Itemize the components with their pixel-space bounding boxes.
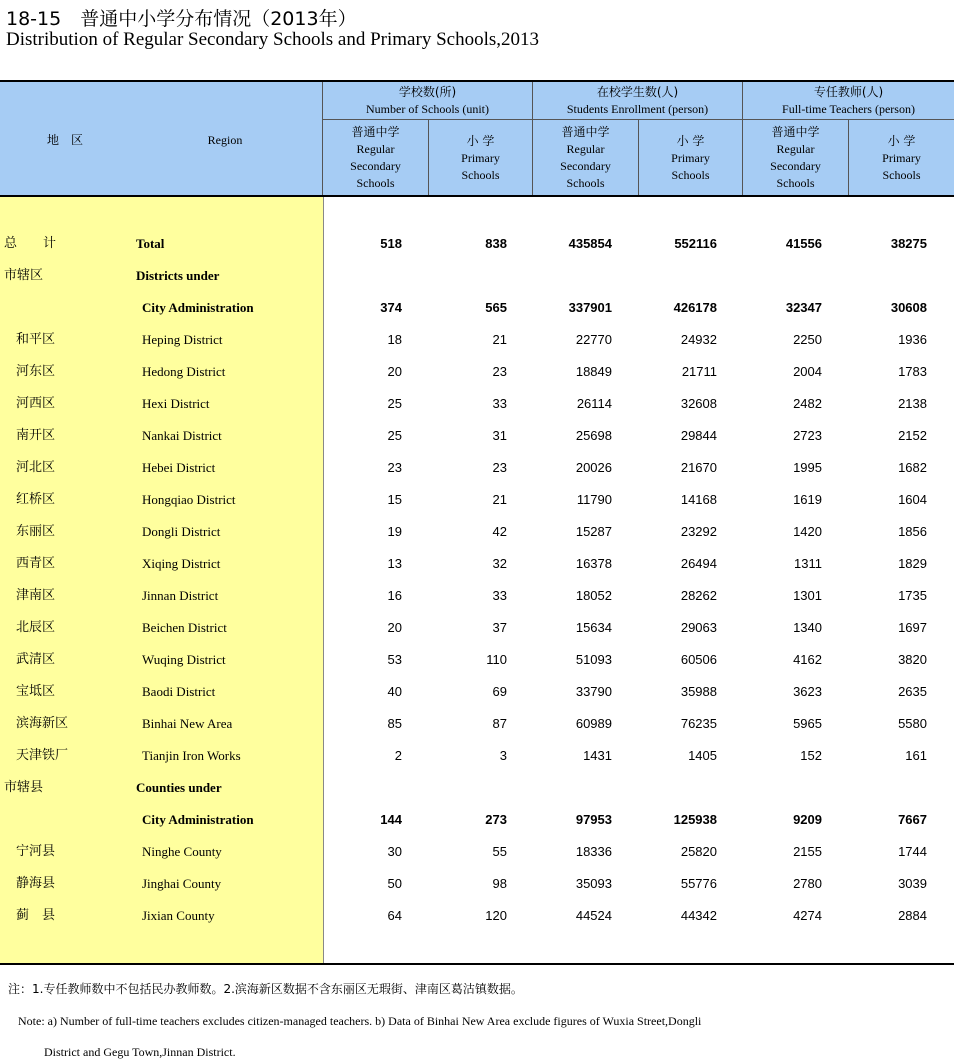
- region-name-cn: 武清区: [16, 652, 56, 667]
- table-cell-value: 120: [485, 908, 507, 923]
- table-cell-value: 2884: [898, 908, 927, 923]
- table-cell-value: 15287: [575, 524, 612, 539]
- table-cell-value: 1829: [898, 556, 927, 571]
- table-cell-value: 435854: [568, 236, 612, 251]
- table-cell-value: 1604: [898, 492, 927, 507]
- region-name-cn: 滨海新区: [16, 716, 69, 731]
- table-cell-value: 1995: [793, 460, 822, 475]
- table-cell-value: 23: [492, 364, 507, 379]
- subheader-primary-en: Primary: [461, 150, 500, 165]
- table-cell-value: 3: [499, 748, 507, 763]
- table-cell-value: 1405: [688, 748, 717, 763]
- region-name-en: Jixian County: [142, 908, 215, 923]
- table-cell-value: 50: [387, 876, 402, 891]
- table-cell-value: 161: [905, 748, 927, 763]
- subheader-primary-en: Schools: [882, 167, 921, 182]
- table-cell-value: 5965: [793, 716, 822, 731]
- table-cell-value: 15634: [575, 620, 612, 635]
- table-cell-value: 60989: [575, 716, 612, 731]
- table-cell-value: 337901: [568, 300, 612, 315]
- region-name-en: Wuqing District: [142, 652, 226, 667]
- table-cell-value: 14168: [680, 492, 717, 507]
- region-name-cn: 东丽区: [16, 524, 56, 539]
- region-name-en: Jinnan District: [142, 588, 219, 603]
- subheader-secondary-en: Schools: [356, 176, 395, 190]
- table-cell-value: 1856: [898, 524, 927, 539]
- table-cell-value: 2155: [793, 844, 822, 859]
- region-name-en: Total: [136, 236, 165, 251]
- table-cell-value: 5580: [898, 716, 927, 731]
- table-cell-value: 16378: [575, 556, 612, 571]
- table-cell-value: 1744: [898, 844, 927, 859]
- region-name-cn: 总 计: [4, 236, 57, 251]
- table-cell-value: 374: [380, 300, 402, 315]
- table-cell-value: 565: [485, 300, 507, 315]
- table-cell-value: 21711: [681, 364, 717, 379]
- table-row: [0, 234, 954, 254]
- table-cell-value: 51093: [575, 652, 612, 667]
- table-cell-value: 21670: [680, 460, 717, 475]
- table-cell-value: 24932: [680, 332, 717, 347]
- region-name-en: Districts under: [136, 268, 220, 283]
- table-cell-value: 32608: [680, 396, 717, 411]
- subheader-secondary-en: Schools: [566, 176, 605, 190]
- note-english-line1: Note: a) Number of full-time teachers excludes citizen-managed teachers. b) Data of Binhai New Area exclude figures of Wuxia Street,Dongli: [18, 1014, 702, 1028]
- table-cell-value: 1340: [793, 620, 822, 635]
- region-name-en: Jinghai County: [142, 876, 222, 891]
- subheader-secondary-en: Secondary: [560, 159, 611, 173]
- table-cell-value: 1735: [898, 588, 927, 603]
- table-cell-value: 23: [387, 460, 402, 475]
- table-cell-value: 13: [387, 556, 402, 571]
- table-row: [0, 618, 954, 638]
- table-cell-value: 2635: [898, 684, 927, 699]
- table-row: [0, 426, 954, 446]
- table-cell-value: 1936: [898, 332, 927, 347]
- table-row: [0, 810, 954, 830]
- region-name-en: Hexi District: [142, 396, 210, 411]
- table-cell-value: 55: [492, 844, 507, 859]
- table-cell-value: 30: [387, 844, 402, 859]
- header-bottom-rule: [0, 195, 954, 197]
- table-cell-value: 85: [387, 716, 402, 731]
- table-bottom-rule: [0, 963, 954, 965]
- table-cell-value: 76235: [680, 716, 717, 731]
- table-cell-value: 44524: [575, 908, 612, 923]
- subheader-secondary-en: Regular: [356, 142, 395, 156]
- table-row: [0, 394, 954, 414]
- table-cell-value: 2723: [793, 428, 822, 443]
- table-cell-value: 518: [380, 236, 402, 251]
- region-name-cn: 西青区: [16, 556, 56, 571]
- table-cell-value: 20: [387, 620, 402, 635]
- note-chinese: 注：1.专任教师数中不包括民办教师数。2.滨海新区数据不含东丽区无瑕街、津南区葛沽镇数据。: [8, 982, 523, 996]
- header-group-schools-en: Number of Schools (unit): [366, 102, 489, 116]
- table-cell-value: 30608: [890, 300, 927, 315]
- table-cell-value: 25698: [575, 428, 612, 443]
- table-cell-value: 2250: [793, 332, 822, 347]
- table-cell-value: 1619: [793, 492, 822, 507]
- region-name-cn: 北辰区: [16, 620, 56, 635]
- table-row: [0, 906, 954, 926]
- table-cell-value: 28262: [680, 588, 717, 603]
- table-cell-value: 20: [387, 364, 402, 379]
- table-cell-value: 23292: [680, 524, 717, 539]
- header-group-teachers-cn: 专任教师(人): [813, 85, 884, 99]
- region-name-en: City Administration: [142, 300, 254, 315]
- region-name-en: Tianjin Iron Works: [142, 748, 241, 763]
- table-cell-value: 25820: [680, 844, 717, 859]
- note-english-line2: District and Gegu Town,Jinnan District.: [44, 1045, 236, 1059]
- table-cell-value: 552116: [674, 236, 717, 251]
- table-cell-value: 1682: [898, 460, 927, 475]
- table-row: [0, 650, 954, 670]
- table-cell-value: 25: [387, 396, 402, 411]
- table-cell-value: 1301: [793, 588, 822, 603]
- table-cell-value: 32347: [785, 300, 822, 315]
- region-name-cn: 蓟 县: [16, 908, 56, 923]
- region-name-en: Dongli District: [142, 524, 221, 539]
- table-cell-value: 2138: [898, 396, 927, 411]
- table-cell-value: 29844: [680, 428, 717, 443]
- region-name-cn: 宁河县: [16, 844, 56, 859]
- table-cell-value: 838: [485, 236, 507, 251]
- table-cell-value: 21: [492, 332, 507, 347]
- region-name-cn: 南开区: [16, 428, 56, 443]
- region-name-en: Counties under: [136, 780, 222, 795]
- table-row: [0, 586, 954, 606]
- region-name-en: Beichen District: [142, 620, 227, 635]
- table-cell-value: 44342: [680, 908, 717, 923]
- table-cell-value: 64: [387, 908, 402, 923]
- table-cell-value: 9209: [793, 812, 822, 827]
- table-cell-value: 4162: [793, 652, 822, 667]
- table-cell-value: 11790: [576, 492, 612, 507]
- table-cell-value: 3623: [793, 684, 822, 699]
- table-cell-value: 273: [485, 812, 507, 827]
- table-cell-value: 97953: [575, 812, 612, 827]
- table-cell-value: 33: [492, 588, 507, 603]
- table-cell-value: 2004: [793, 364, 822, 379]
- table-row: [0, 490, 954, 510]
- subheader-primary-en: Schools: [461, 167, 500, 182]
- table-cell-value: 35988: [680, 684, 717, 699]
- table-cell-value: 125938: [673, 812, 717, 827]
- table-cell-value: 26114: [576, 396, 612, 411]
- table-row: [0, 714, 954, 734]
- table-cell-value: 2: [394, 748, 402, 763]
- table-row: [0, 266, 954, 286]
- region-name-cn: 市辖区: [4, 268, 44, 283]
- table-cell-value: 2780: [793, 876, 822, 891]
- table-cell-value: 3820: [898, 652, 927, 667]
- subheader-secondary-en: Regular: [776, 142, 815, 156]
- table-cell-value: 21: [492, 492, 507, 507]
- table-cell-value: 33790: [575, 684, 612, 699]
- region-name-cn: 天津铁厂: [16, 748, 69, 763]
- table-cell-value: 144: [380, 812, 402, 827]
- table-cell-value: 40: [387, 684, 402, 699]
- table-cell-value: 32: [492, 556, 507, 571]
- table-row: [0, 298, 954, 318]
- table-row: [0, 522, 954, 542]
- table-cell-value: 18: [387, 332, 402, 347]
- table-cell-value: 7667: [898, 812, 927, 827]
- table-cell-value: 19: [387, 524, 402, 539]
- table-top-rule: [0, 80, 954, 82]
- table-cell-value: 87: [492, 716, 507, 731]
- region-name-en: Hongqiao District: [142, 492, 236, 507]
- table-cell-value: 55776: [680, 876, 717, 891]
- table-cell-value: 3039: [898, 876, 927, 891]
- region-name-en: Hebei District: [142, 460, 216, 475]
- subheader-secondary-cn: 普通中学: [561, 125, 610, 139]
- table-cell-value: 1783: [898, 364, 927, 379]
- table-cell-value: 38275: [890, 236, 927, 251]
- subheader-secondary-en: Schools: [776, 176, 815, 190]
- table-cell-value: 2482: [793, 396, 822, 411]
- table-cell-value: 2152: [898, 428, 927, 443]
- header-region-en: Region: [207, 132, 243, 147]
- table-cell-value: 29063: [680, 620, 717, 635]
- region-name-en: Binhai New Area: [142, 716, 233, 731]
- region-name-cn: 河西区: [16, 396, 56, 411]
- region-name-cn: 市辖县: [4, 780, 44, 795]
- table-row: [0, 362, 954, 382]
- table-row: [0, 842, 954, 862]
- region-name-en: Hedong District: [142, 364, 226, 379]
- table-cell-value: 69: [492, 684, 507, 699]
- table-row: [0, 554, 954, 574]
- table-cell-value: 1420: [793, 524, 822, 539]
- subheader-primary-cn: 小 学: [676, 133, 705, 148]
- table-cell-value: 23: [492, 460, 507, 475]
- subheader-primary-cn: 小 学: [466, 133, 495, 148]
- table-cell-value: 53: [387, 652, 402, 667]
- region-name-cn: 宝坻区: [16, 684, 56, 699]
- region-name-en: City Administration: [142, 812, 254, 827]
- table-cell-value: 15: [387, 492, 402, 507]
- subheader-primary-en: Schools: [671, 167, 710, 182]
- subheader-secondary-en: Secondary: [350, 159, 401, 173]
- table-cell-value: 1431: [583, 748, 612, 763]
- header-group-students-en: Students Enrollment (person): [566, 102, 709, 116]
- header-group-teachers-en: Full-time Teachers (person): [782, 102, 915, 116]
- region-name-en: Baodi District: [142, 684, 216, 699]
- header-region-cn: 地 区: [46, 132, 83, 147]
- region-name-cn: 河东区: [16, 364, 56, 379]
- subheader-secondary-en: Regular: [566, 142, 605, 156]
- region-name-en: Ninghe County: [142, 844, 222, 859]
- title-english: Distribution of Regular Secondary Schools and Primary Schools,2013: [6, 29, 539, 50]
- table-row: [0, 778, 954, 798]
- table-row: [0, 330, 954, 350]
- table-cell-value: 1697: [898, 620, 927, 635]
- table-row: [0, 874, 954, 894]
- table-cell-value: 42: [492, 524, 507, 539]
- subheader-primary-cn: 小 学: [887, 133, 916, 148]
- table-cell-value: 31: [492, 428, 507, 443]
- table-cell-value: 1311: [794, 556, 822, 571]
- table-cell-value: 4274: [793, 908, 822, 923]
- table-cell-value: 98: [492, 876, 507, 891]
- region-name-cn: 和平区: [16, 332, 56, 347]
- region-name-cn: 津南区: [16, 588, 56, 603]
- table-cell-value: 426178: [673, 300, 717, 315]
- table-cell-value: 26494: [680, 556, 717, 571]
- header-divider: [322, 119, 954, 120]
- region-name-cn: 红桥区: [16, 492, 56, 507]
- table-cell-value: 41556: [785, 236, 822, 251]
- table-cell-value: 25: [387, 428, 402, 443]
- table-row: [0, 746, 954, 766]
- region-name-en: Heping District: [142, 332, 223, 347]
- table-cell-value: 152: [800, 748, 822, 763]
- table-cell-value: 33: [492, 396, 507, 411]
- title-chinese: 18-15 普通中小学分布情况（2013年）: [6, 8, 357, 30]
- table-row: [0, 682, 954, 702]
- subheader-primary-en: Primary: [882, 150, 921, 165]
- region-name-en: Xiqing District: [142, 556, 221, 571]
- table-row: [0, 458, 954, 478]
- table-cell-value: 35093: [575, 876, 612, 891]
- table-cell-value: 110: [486, 652, 507, 667]
- table-cell-value: 20026: [575, 460, 612, 475]
- region-name-en: Nankai District: [142, 428, 222, 443]
- table-cell-value: 60506: [680, 652, 717, 667]
- table-cell-value: 18849: [575, 364, 612, 379]
- region-name-cn: 静海县: [16, 876, 56, 891]
- subheader-secondary-cn: 普通中学: [771, 125, 820, 139]
- table-cell-value: 18336: [575, 844, 612, 859]
- header-group-schools-cn: 学校数(所): [398, 85, 457, 99]
- header-group-students-cn: 在校学生数(人): [596, 85, 679, 99]
- table-cell-value: 16: [387, 588, 402, 603]
- table-cell-value: 22770: [575, 332, 612, 347]
- table-cell-value: 37: [492, 620, 507, 635]
- table-cell-value: 18052: [575, 588, 612, 603]
- subheader-secondary-en: Secondary: [770, 159, 821, 173]
- region-name-cn: 河北区: [16, 460, 56, 475]
- subheader-secondary-cn: 普通中学: [351, 125, 400, 139]
- subheader-primary-en: Primary: [671, 150, 710, 165]
